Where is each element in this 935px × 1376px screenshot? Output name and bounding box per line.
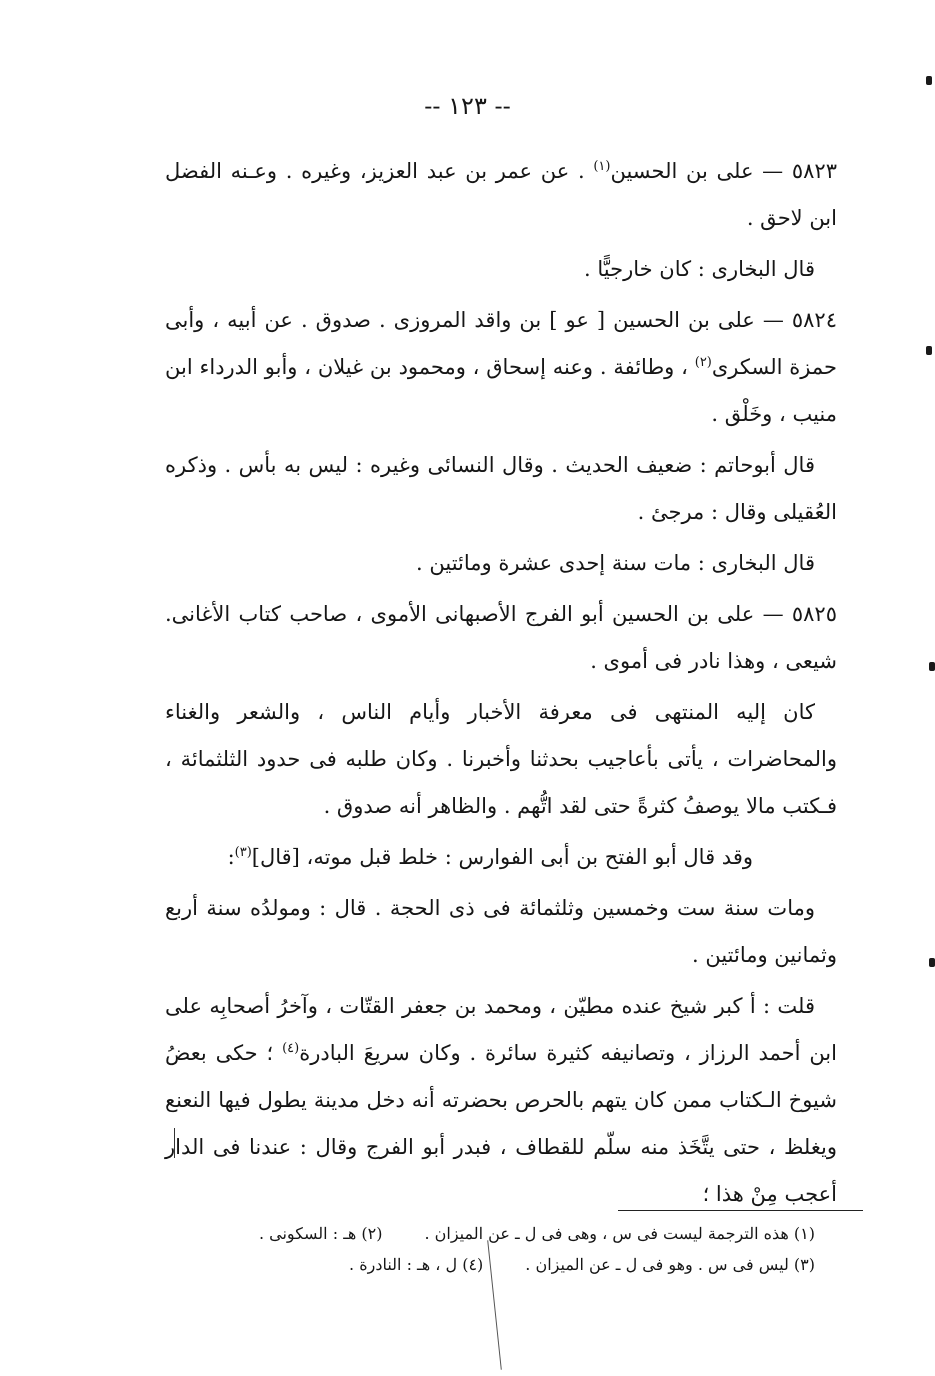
footnote-2: (٢) هـ : السكونى . bbox=[258, 1224, 383, 1243]
footnote-row-2 bbox=[175, 1249, 815, 1280]
footnote-ref-1[interactable]: (١) bbox=[593, 159, 611, 174]
footnote-row-1 bbox=[175, 1218, 815, 1249]
entry-5825-text: ٥٨٢٥ — على بن الحسين أبو الفرج الأصبهانى الأموى ، صاحب كتاب الأغانى. شيعى ، وهذا نادر فى أموى . bbox=[165, 602, 837, 673]
entry-5823-text: . عن عمر بن عبد العزيز، وغيره . وعـنه الفضل ابن لاحق . bbox=[165, 159, 837, 230]
entry-5825 bbox=[165, 591, 837, 685]
paragraph-text: قلت : أ كبر شيخ عنده مطيّن ، ومحمد بن جعفر القتّات ، وآخرُ أصحابِه على ابن أحمد الرزاز ، وتصانيفه كثيرة سائرة . وكان سريعَ البادرة bbox=[165, 994, 837, 1065]
footnotes bbox=[175, 1218, 815, 1280]
footnote-4: (٤) ل ، هـ : النادرة . bbox=[349, 1255, 484, 1274]
footnote-ref-4[interactable]: (٤) bbox=[282, 1041, 300, 1056]
margin-mark-3 bbox=[929, 662, 935, 671]
margin-scratch-left bbox=[174, 1128, 175, 1158]
paragraph-text: ومات سنة ست وخمسين وثلثمائة فى ذى الحجة . قال : ومولدُه سنة أربع وثمانين ومائتين . bbox=[165, 896, 837, 967]
paragraph-text: قال البخارى : مات سنة إحدى عشرة ومائتين . bbox=[416, 551, 815, 575]
footnote-ref-3[interactable]: (٣) bbox=[234, 845, 252, 860]
paragraph-qultu bbox=[165, 983, 837, 1218]
paragraph-text-cont: ؛ حكى بعضُ شيوخ الـكتاب ممن كان يتهم بالحرص بحضرته أنه دخل مدينة يطول فيها النعنع ويغلظ ، حتى يتَّخَذ منه سلّم للقطاف ، فبدر أبو الفرج وقال : عندنا فى الدار أعجب مِنْ هذا ؛ bbox=[165, 1041, 837, 1206]
footnote-3: (٣) ليس فى س . وهو فى ل ـ عن الميزان . bbox=[525, 1255, 815, 1274]
paragraph-text: وقد قال أبو الفتح بن أبى الفوارس : خلط قبل موته، [قال] bbox=[251, 845, 753, 869]
paragraph-colon: : bbox=[227, 845, 235, 869]
footnote-ref-2[interactable]: (٢) bbox=[694, 355, 712, 370]
margin-mark-2 bbox=[926, 346, 932, 355]
paragraph-text: قال أبوحاتم : ضعيف الحديث . وقال النسائى وغيره : ليس به بأس . وذكره العُقيلى وقال : مرجئ . bbox=[165, 453, 837, 524]
paragraph-text: كان إليه المنتهى فى معرفة الأخبار وأيام الناس ، والشعر والغناء والمحاضرات ، يأتى بأعاجيب بحدثنا وأخبرنا . وكان طلبه فى حدود الثلثمائة ، فـكتب مالا يوصفُ كثرةً حتى لقد اتُّهم . والظاهر أنه صدوق . bbox=[165, 700, 837, 818]
paragraph-bukhari-death bbox=[165, 540, 837, 587]
entry-5824-text: ، وطائفة . وعنه إسحاق ، ومحمود بن غيلان ، وأبو الدرداء ابن منيب ، وخَلْق . bbox=[165, 355, 837, 426]
footnote-divider bbox=[618, 1210, 863, 1211]
entry-5824-heading: ٥٨٢٤ — على بن الحسين [ عو ] بن واقد المروزى . صدوق . عن أبيه ، وأبى حمزة السكرى bbox=[165, 308, 837, 379]
margin-mark-1 bbox=[926, 76, 932, 85]
paragraph-knowledge bbox=[165, 689, 837, 830]
main-text bbox=[165, 148, 837, 1222]
entry-5823 bbox=[165, 148, 837, 242]
page-number: -- ١٢٣ -- bbox=[424, 92, 511, 120]
footnote-1: (١) هذه الترجمة ليست فى س ، وهى فى ل ـ عن الميزان . bbox=[424, 1224, 815, 1243]
entry-5824 bbox=[165, 297, 837, 438]
paragraph-death-birth bbox=[165, 885, 837, 979]
paragraph-bukhari-khariji bbox=[165, 246, 837, 293]
paragraph-text: قال البخارى : كان خارجيًّا . bbox=[584, 257, 815, 281]
entry-5823-heading: ٥٨٢٣ — على بن الحسين bbox=[610, 159, 837, 183]
paragraph-abu-hatim bbox=[165, 442, 837, 536]
margin-mark-4 bbox=[929, 958, 935, 967]
paragraph-abu-fath bbox=[165, 834, 837, 881]
